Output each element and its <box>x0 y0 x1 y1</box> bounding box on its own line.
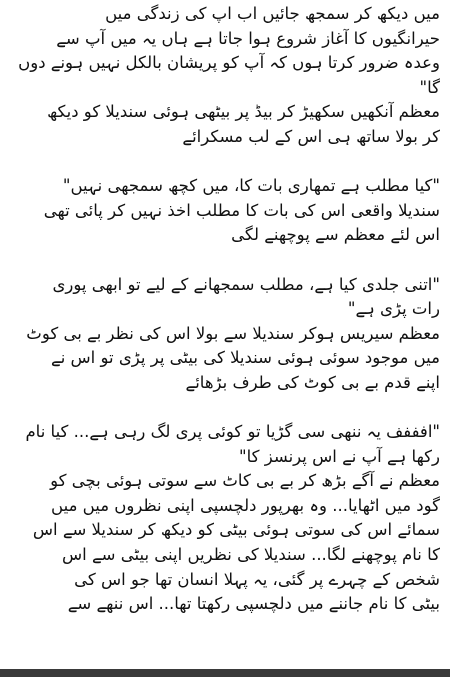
text-line: میں دیکھ کر سمجھ جائیں اب اپ کی زندگی میں <box>105 4 440 23</box>
text-line: رات پڑی ہے" <box>347 299 440 319</box>
text-line: شخص کے چہرے پر گئی، یہ پہلا انسان تھا جو اس کی <box>74 569 440 589</box>
text-line: کر بولا ساتھ ہی اس کے لب مسکرائے <box>182 126 440 146</box>
text-line: میں موجود سوئی ہوئی سندیلا کی بیٹی پر پڑی تو اس نے <box>51 348 440 368</box>
text-line: معظم نے آگے بڑھ کر بے بی کاٹ سے سوتی ہوئی بچی کو <box>50 471 440 491</box>
text-line: حیرانگیوں کا آغاز شروع ہوا جاتا ہے ہاں یہ میں آپ سے <box>56 28 440 48</box>
bottom-nav-bar-edge <box>0 669 450 677</box>
text-line: گود میں اٹھایا... وہ بھرپور دلچسپی اپنی نظروں میں میں <box>51 495 440 515</box>
text-line: سندیلا واقعی اس کی بات کا مطلب اخذ نہیں کر پائی تھی <box>43 200 440 220</box>
text-line: کا نام پوچھنے لگا... سندیلا کی نظریں اپنی بیٹی سے اس <box>62 545 440 565</box>
text-line: "اتنی جلدی کیا ہے، مطلب سمجھانے کے لیے تو ابھی پوری <box>52 274 440 294</box>
text-line: "افففف یہ ننھی سی گڑیا تو کوئی پری لگ رہی ہے... کیا نام <box>25 422 440 442</box>
text-line: بیٹی کا نام جاننے میں دلچسپی رکھتا تھا... اس ننھے سے <box>67 594 440 614</box>
text-line: رکھا ہے آپ نے اس پرنسز کا" <box>239 446 440 466</box>
text-line: سمائے اس کی سوتی ہوئی بیٹی کو دیکھ کر سندیلا سے اس <box>32 520 440 540</box>
paragraph-gap <box>10 248 440 273</box>
text-line: وعدہ ضرور کرتا ہوں کہ آپ کو پریشان بالکل نہیں ہونے دوں <box>18 53 440 73</box>
text-line: معظم سیریس ہوکر سندیلا سے بولا اس کی نظر بے بی کوٹ <box>26 323 440 343</box>
paragraph-gap <box>10 396 440 421</box>
urdu-text-body <box>10 2 440 617</box>
paragraph-gap <box>10 150 440 175</box>
text-line: "کیا مطلب ہے تمھاری بات کا، میں کچھ سمجھی نہیں" <box>62 176 440 196</box>
text-line: اپنے قدم بے بی کوٹ کی طرف بڑھائے <box>185 372 440 392</box>
text-line: معظم آنکھیں سکھیڑ کر بیڈ پر بیٹھی ہوئی سندیلا کو دیکھ <box>47 102 440 122</box>
text-line: اس لئے معظم سے پوچھنے لگی <box>231 225 440 245</box>
text-line: گا" <box>419 77 440 97</box>
